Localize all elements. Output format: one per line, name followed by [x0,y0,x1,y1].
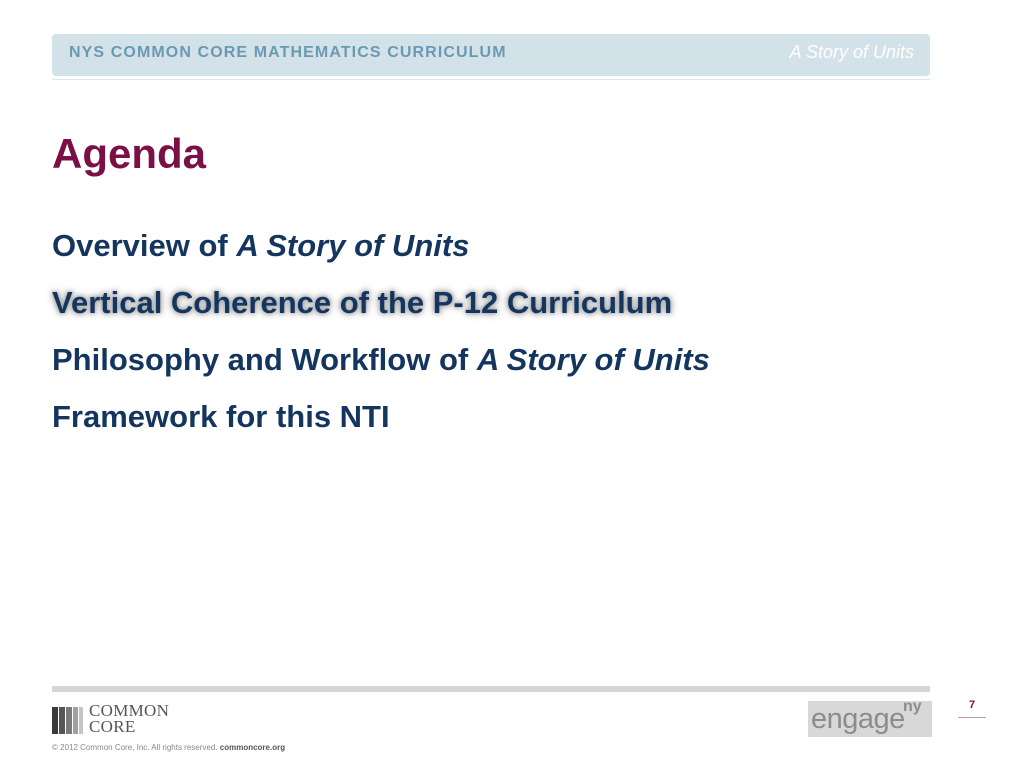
engage-ny-superscript: ny [903,698,922,715]
copyright-text: © 2012 Common Core, Inc. All rights reserved. [52,743,220,752]
copyright-notice [52,743,285,752]
common-core-logo [52,703,192,739]
common-core-wordmark [89,703,169,735]
header-divider [52,79,930,80]
engage-ny-logo [808,698,932,737]
logo-line-2: CORE [89,717,136,736]
copyright-site: commoncore.org [219,743,286,752]
agenda-item-text: Framework for this NTI [52,399,390,434]
logo-bar [59,707,65,734]
engage-wordmark: engage [811,703,905,735]
agenda-item-italic: A Story of Units [476,342,710,377]
agenda-item [52,338,710,395]
agenda-list [52,224,710,452]
logo-bar [66,707,72,734]
page-number-underline [958,717,986,718]
agenda-item-italic: A Story of Units [236,228,470,263]
logo-bar [52,707,58,734]
module-name: A Story of Units [789,42,914,62]
curriculum-title: NYS COMMON CORE MATHEMATICS CURRICULUM [69,44,507,61]
agenda-item-text: Overview of [52,228,237,263]
agenda-item [52,224,710,281]
agenda-item [52,395,710,452]
logo-bar [73,707,78,734]
agenda-item-text: Vertical Coherence of the P-12 Curriculum [52,285,673,320]
page-number: 7 [968,699,976,711]
header-bar [52,34,930,76]
footer-divider [52,686,930,692]
agenda-item-text: Philosophy and Workflow of [52,342,477,377]
slide-title: Agenda [52,130,207,177]
agenda-item-highlighted [52,281,710,338]
logo-bar [79,707,83,734]
logo-line-1: COMMON [89,701,170,720]
